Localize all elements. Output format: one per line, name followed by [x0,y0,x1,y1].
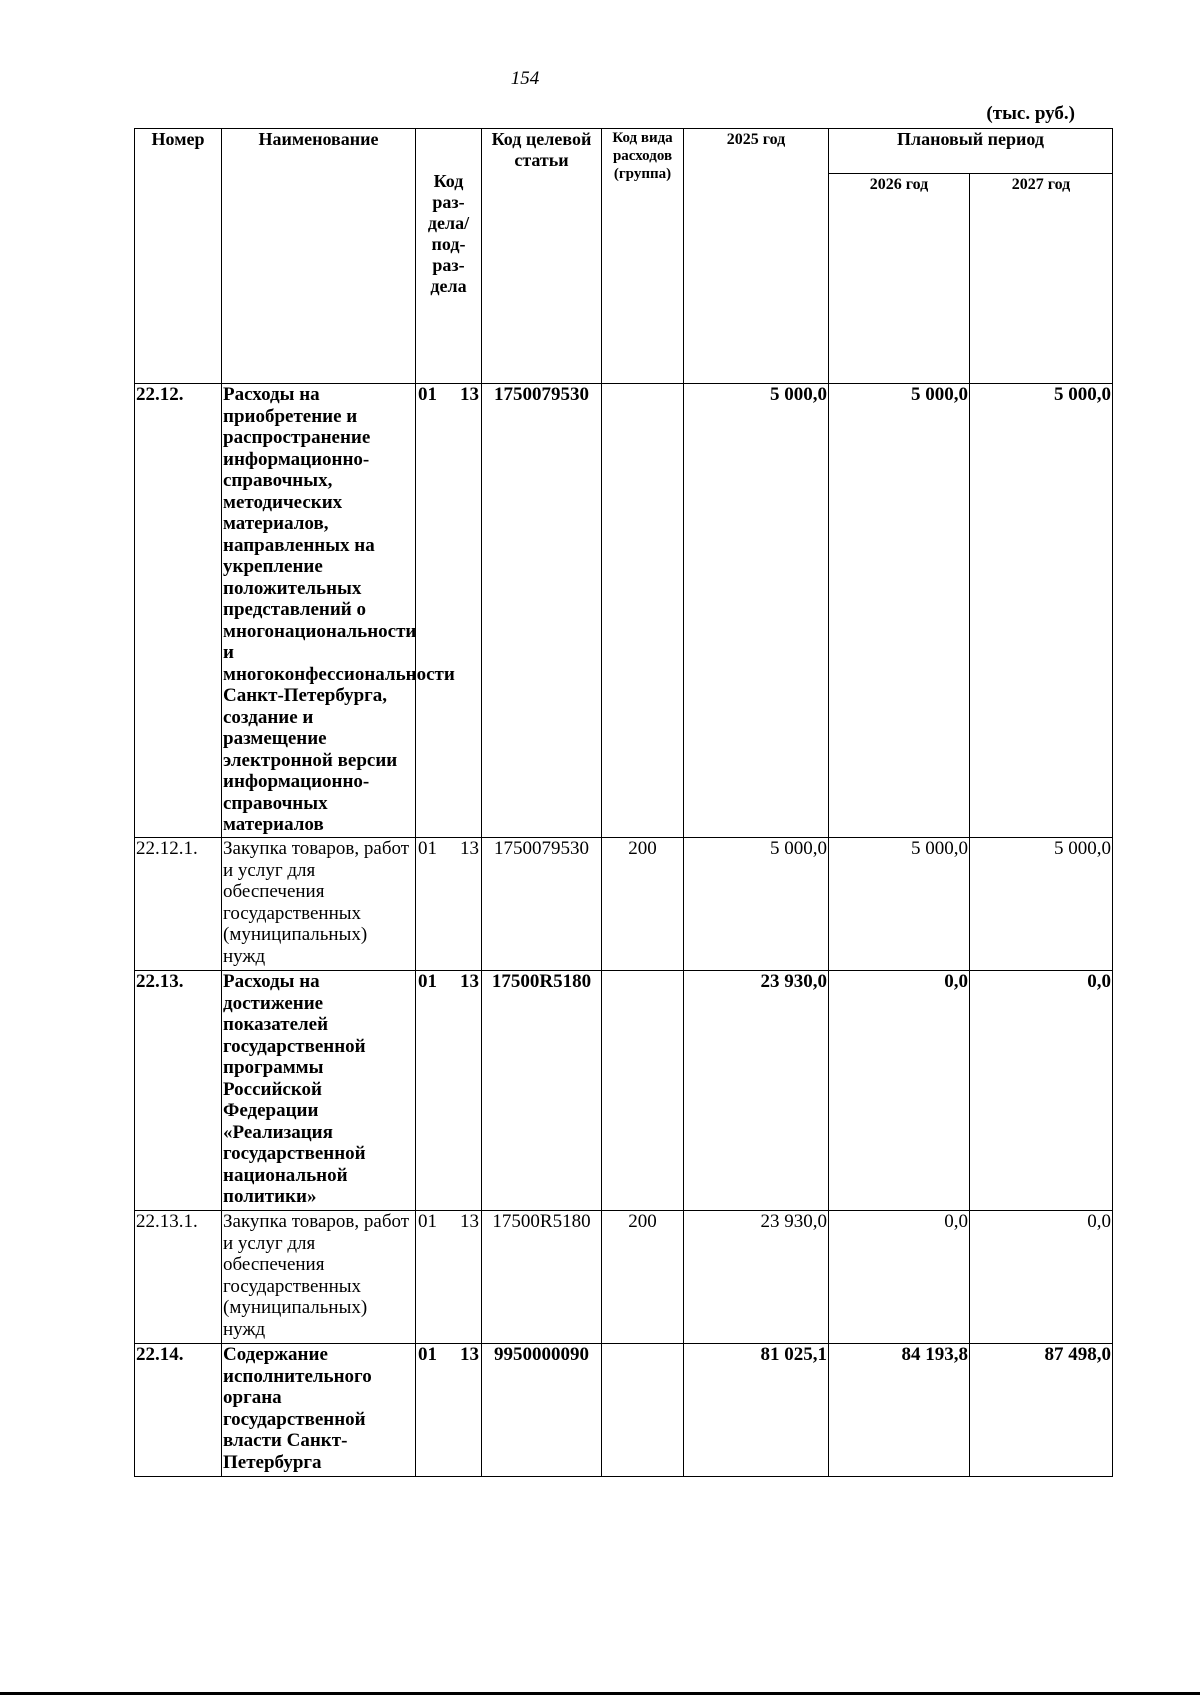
row-number: 22.13.1. [135,1211,222,1344]
row-target-code: 9950000090 [482,1344,602,1477]
row-name: Расходы на достижение показателей государственной программы Российской Федерации «Реализация государственной национальной политики» [222,971,416,1211]
row-number: 22.14. [135,1344,222,1477]
section-code: 01 [418,384,437,405]
row-number: 22.12.1. [135,838,222,971]
table-row [135,384,1113,838]
budget-table [134,128,1113,1477]
subsection-code: 13 [460,1211,479,1232]
row-expense-type [602,1344,684,1477]
row-value-2025: 5 000,0 [684,384,829,838]
row-value-2026: 0,0 [829,1211,970,1344]
row-name: Закупка товаров, работ и услуг для обеспечения государственных (муниципальных) нужд [222,1211,416,1344]
header-expense-type: Код вида расходов (группа) [602,129,684,384]
row-value-2025: 5 000,0 [684,838,829,971]
subsection-code: 13 [460,1344,479,1365]
row-value-2027: 0,0 [970,971,1113,1211]
section-code: 01 [418,971,437,992]
row-value-2026: 84 193,8 [829,1344,970,1477]
row-value-2025: 81 025,1 [684,1344,829,1477]
row-number: 22.12. [135,384,222,838]
row-target-code: 1750079530 [482,384,602,838]
row-section-code [416,1344,482,1477]
header-number: Номер [135,129,222,384]
header-2027: 2027 год [970,174,1113,384]
table-row [135,971,1113,1211]
row-section-code [416,384,482,838]
row-value-2025: 23 930,0 [684,1211,829,1344]
row-section-code [416,971,482,1211]
row-expense-type: 200 [602,1211,684,1344]
row-expense-type [602,971,684,1211]
row-section-code [416,838,482,971]
row-name: Расходы на приобретение и распространение информационно-справочных, методических материалов, направленных на укрепление положительных представлений о многонациональности и многоконфессиональности Санкт-Петербурга, создание и размещение электронной версии информационно-справочных материалов [222,384,416,838]
row-value-2027: 5 000,0 [970,838,1113,971]
header-target: Код целевой статьи [482,129,602,384]
header-row [135,129,1113,174]
subsection-code: 13 [460,971,479,992]
section-code: 01 [418,1211,437,1232]
row-value-2025: 23 930,0 [684,971,829,1211]
row-number: 22.13. [135,971,222,1211]
row-value-2026: 5 000,0 [829,838,970,971]
header-planned-period: Плановый период [829,129,1113,174]
header-2026: 2026 год [829,174,970,384]
table-row [135,838,1113,971]
row-target-code: 17500R5180 [482,1211,602,1344]
row-section-code [416,1211,482,1344]
row-expense-type [602,384,684,838]
section-code: 01 [418,838,437,859]
row-target-code: 1750079530 [482,838,602,971]
header-2025: 2025 год [684,129,829,384]
row-name: Закупка товаров, работ и услуг для обеспечения государственных (муниципальных) нужд [222,838,416,971]
table-row [135,1344,1113,1477]
header-section: Код раз-дела/ под-раз-дела [416,129,482,384]
section-code: 01 [418,1344,437,1365]
row-value-2026: 5 000,0 [829,384,970,838]
header-name: Наименование [222,129,416,384]
row-value-2027: 5 000,0 [970,384,1113,838]
table-row [135,1211,1113,1344]
row-expense-type: 200 [602,838,684,971]
page-number: 154 [510,68,540,89]
row-value-2026: 0,0 [829,971,970,1211]
units-label: (тыс. руб.) [986,103,1075,124]
subsection-code: 13 [460,838,479,859]
row-value-2027: 0,0 [970,1211,1113,1344]
row-value-2027: 87 498,0 [970,1344,1113,1477]
subsection-code: 13 [460,384,479,405]
row-target-code: 17500R5180 [482,971,602,1211]
row-name: Содержание исполнительного органа государственной власти Санкт-Петербурга [222,1344,416,1477]
